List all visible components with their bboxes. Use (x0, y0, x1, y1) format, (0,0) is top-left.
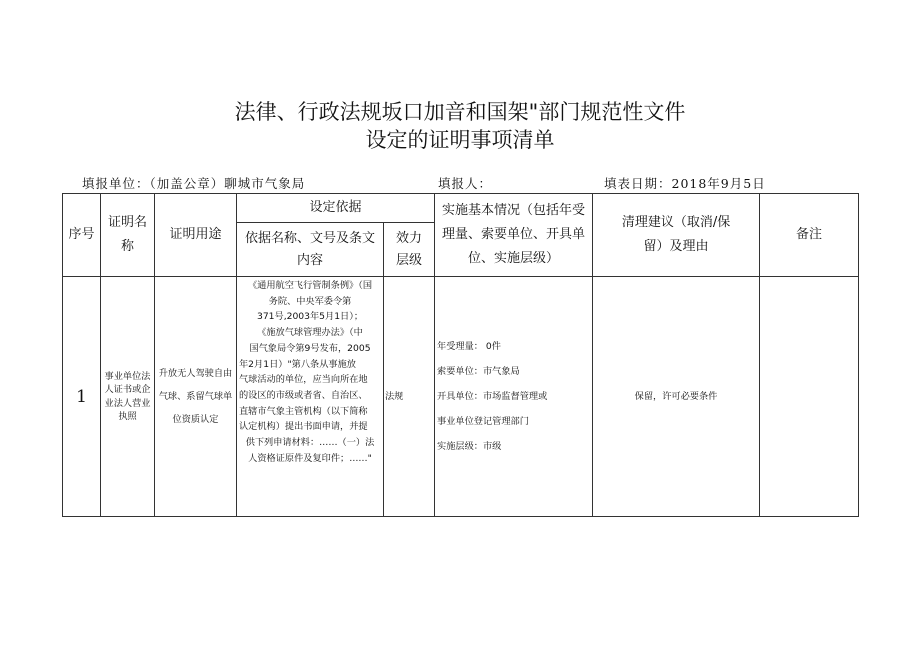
row-level: 法规 (384, 277, 435, 517)
impl-line: 索要单位：市气象局 (437, 366, 520, 377)
reporting-unit: 填报单位：（加盖公章）聊城市气象局 (82, 176, 306, 191)
basis-line: 认定机构）提出书面申请，并提 (239, 421, 368, 433)
row-seq: 1 (63, 277, 101, 517)
table-row (63, 277, 859, 517)
impl-line: 实施层级：市级 (437, 441, 502, 452)
basis-line: 直辖市气象主管机构（以下简称 (239, 405, 368, 417)
row-implementation (435, 277, 593, 517)
basis-line: 年2月1日）"第八条从事施放 (239, 358, 356, 370)
header-cert-name: 证明名称 (101, 194, 155, 277)
header-level: 效力层级 (384, 223, 435, 277)
document-title-line1: 法律、行政法规坂口加音和国架"部门规范性文件 (234, 100, 686, 124)
header-basis: 设定依据 (237, 194, 435, 223)
basis-line: 人资格证原件及复印件；……" (248, 452, 372, 464)
basis-line: 务院、中央军委令第 (268, 295, 352, 307)
basis-line: 气球活动的单位，应当向所在地 (239, 374, 368, 386)
header-implementation: 实施基本情况（包括年受理量、索要单位、开具单位、实施层级） (435, 194, 593, 277)
basis-line: 371号,2003年5月1日）； (256, 311, 364, 323)
basis-line: 《施放气球管理办法》（中 (257, 327, 363, 339)
basis-line: 国气象局令第9号发布，2005 (249, 342, 371, 354)
reporter: 填报人： (438, 176, 493, 191)
basis-line: 的设区的市级或者省、自治区、 (239, 389, 368, 401)
row-basis-content (237, 277, 384, 517)
basis-line: 《通用航空飞行管制条例》（国 (247, 280, 373, 291)
fill-date: 填表日期：2018年9月5日 (604, 176, 766, 191)
impl-line: 开具单位：市场监督管理或 (437, 391, 548, 402)
row-suggestion: 保留，许可必要条件 (593, 277, 760, 517)
header-suggestion: 清理建议（取消/保留）及理由 (593, 194, 760, 277)
header-basis-name: 依据名称、文号及条文内容 (237, 223, 384, 277)
header-remark: 备注 (760, 194, 859, 277)
document-title-line2: 设定的证明事项清单 (365, 128, 555, 152)
basis-line: 供下列申请材料：……（一）法 (245, 437, 375, 449)
impl-line: 事业单位登记管理部门 (437, 416, 529, 427)
row-usage: 升放无人驾驶自由气球、系留气球单位资质认定 (155, 277, 237, 517)
header-row-1 (63, 194, 859, 223)
header-seq: 序号 (63, 194, 101, 277)
row-cert-name: 事业单位法人证书或企业法人营业执照 (101, 277, 155, 517)
row-remark (760, 277, 859, 517)
certificate-list-table (62, 193, 859, 517)
header-usage: 证明用途 (155, 194, 237, 277)
impl-line: 年受理量： 0件 (437, 341, 501, 352)
